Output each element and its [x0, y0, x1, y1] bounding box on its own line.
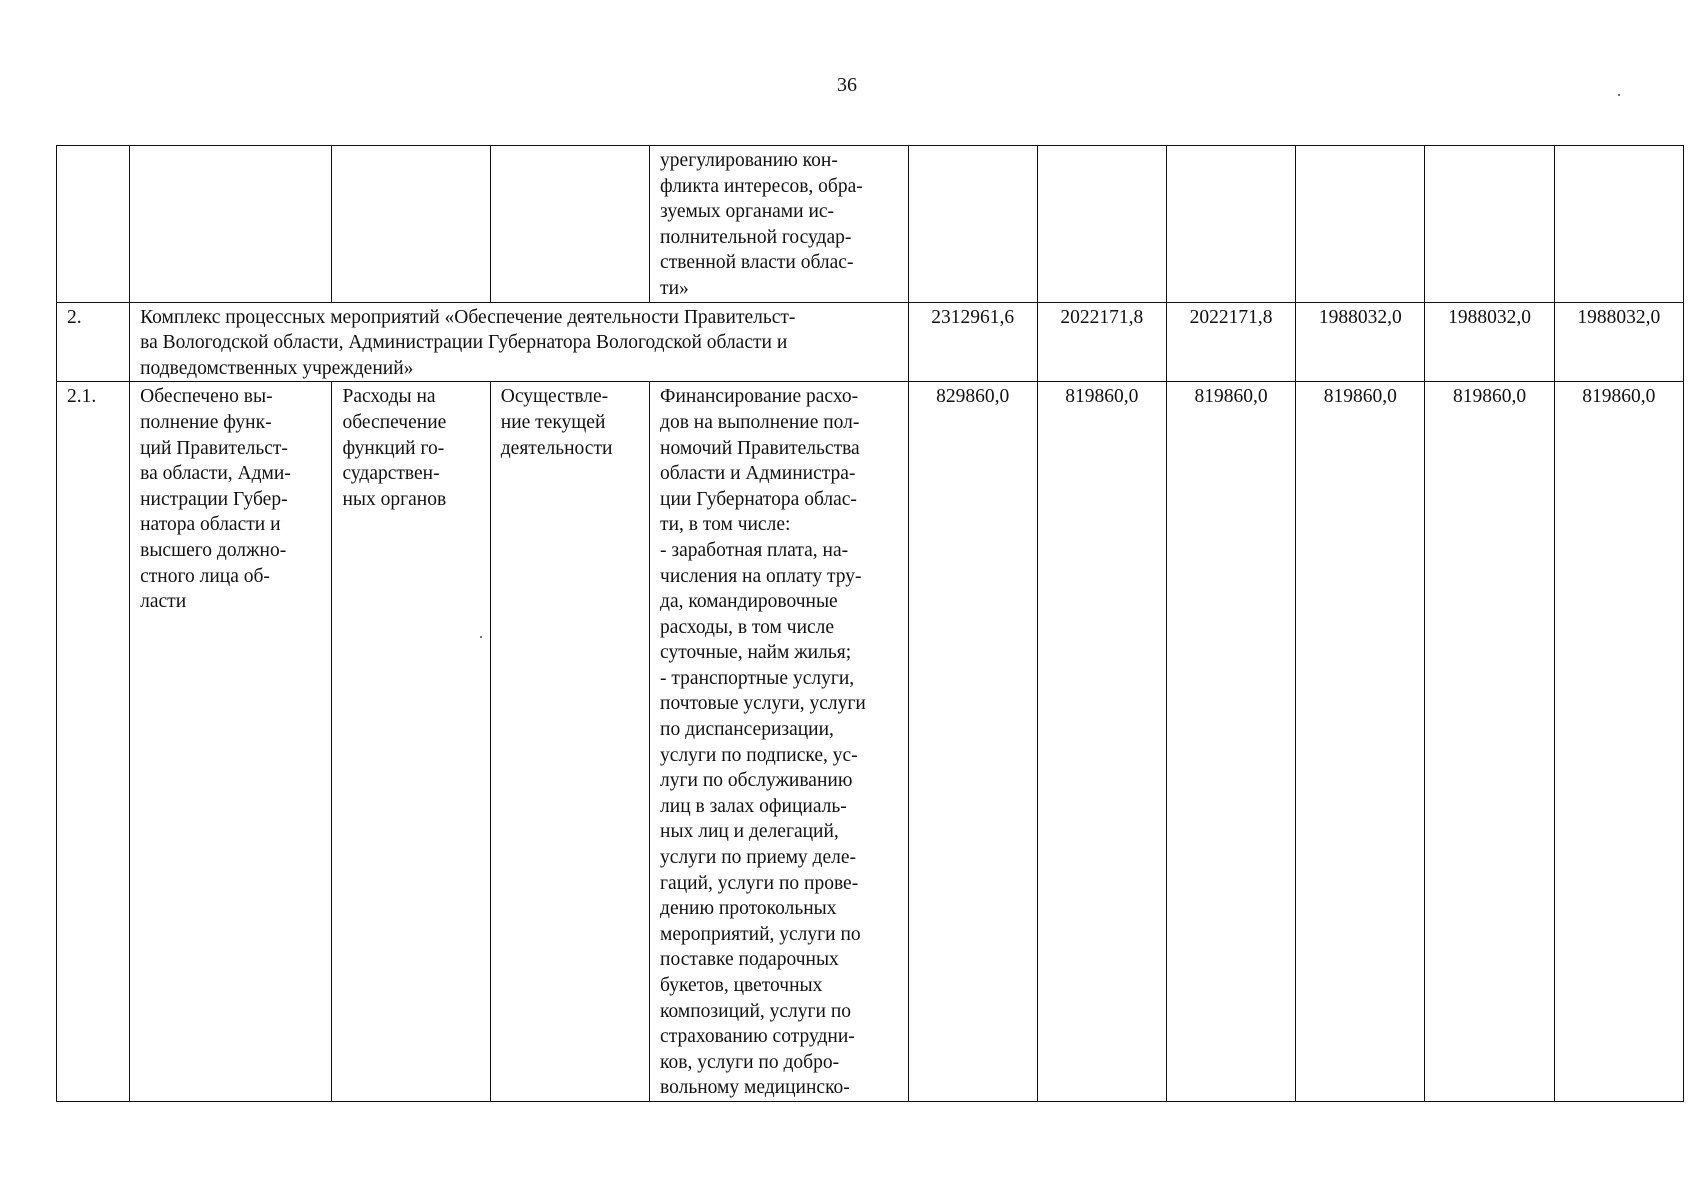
- table-row-section: [57, 302, 1684, 382]
- table-cell: [908, 146, 1037, 303]
- section-title: Комплекс процессных мероприятий «Обеспечение деятельности Правительст- ва Вологодской области, Администрации Губернатора Вологодской области и подведомственных учреждений»: [130, 302, 908, 382]
- section-value: 2312961,6: [908, 302, 1037, 382]
- section-value: 1988032,0: [1425, 302, 1554, 382]
- item-kind: Осуществле- ние текущей деятельности: [490, 382, 649, 1102]
- item-value: 819860,0: [1554, 382, 1683, 1102]
- item-value: 819860,0: [1425, 382, 1554, 1102]
- table-cell: [1296, 146, 1425, 303]
- item-value: 819860,0: [1037, 382, 1166, 1102]
- item-result: Обеспечено вы- полнение функ- ций Правительст- ва области, Адми- нистрации Губер- натора области и высшего должно- стного лица об- ласти: [130, 382, 332, 1102]
- section-value: 2022171,8: [1166, 302, 1295, 382]
- budget-table: [56, 145, 1684, 1102]
- table-cell: [130, 146, 332, 303]
- item-index: 2.1.: [57, 382, 130, 1102]
- item-value: 829860,0: [908, 382, 1037, 1102]
- item-type: Расходы на обеспечение функций го- сударствен- ных органов: [332, 382, 490, 1102]
- table-cell: [332, 146, 490, 303]
- item-description: Финансирование расхо- дов на выполнение пол- номочий Правительства области и Администра- ции Губернатора облас- ти, в том числе: - заработная плата, на- числения на оплату тру- да, командировочные расходы, в том числе суточные, найм жилья; - транспортные услуги, почтовые услуги, услуги по диспансеризации, услуги по подписке, ус- луги по обслуживанию лиц в залах официаль- ных лиц и делегаций, услуги по приему деле- гаций, услуги по прове- дению протокольных мероприятий, услуги по поставке подарочных букетов, цветочных композиций, услуги по страхованию сотрудни- ков, услуги по добро- вольному медицинско-: [650, 382, 908, 1102]
- item-value: 819860,0: [1296, 382, 1425, 1102]
- scan-speck: [480, 636, 482, 638]
- table-cell: [490, 146, 649, 303]
- page-number: 36: [837, 74, 857, 96]
- table-cell: [1425, 146, 1554, 303]
- table-row-continuation: [57, 146, 1684, 303]
- section-value: 2022171,8: [1037, 302, 1166, 382]
- section-value: 1988032,0: [1296, 302, 1425, 382]
- table-cell: [1166, 146, 1295, 303]
- table-cell: [57, 146, 130, 303]
- table-cell: [1554, 146, 1683, 303]
- scan-speck: [1618, 94, 1620, 96]
- table-row-item: [57, 382, 1684, 1102]
- table-cell: [1037, 146, 1166, 303]
- item-value: 819860,0: [1166, 382, 1295, 1102]
- section-value: 1988032,0: [1554, 302, 1683, 382]
- section-index: 2.: [57, 302, 130, 382]
- continuation-description: урегулированию кон- фликта интересов, обра- зуемых органами ис- полнительной государ- ственной власти облас- ти»: [650, 146, 908, 303]
